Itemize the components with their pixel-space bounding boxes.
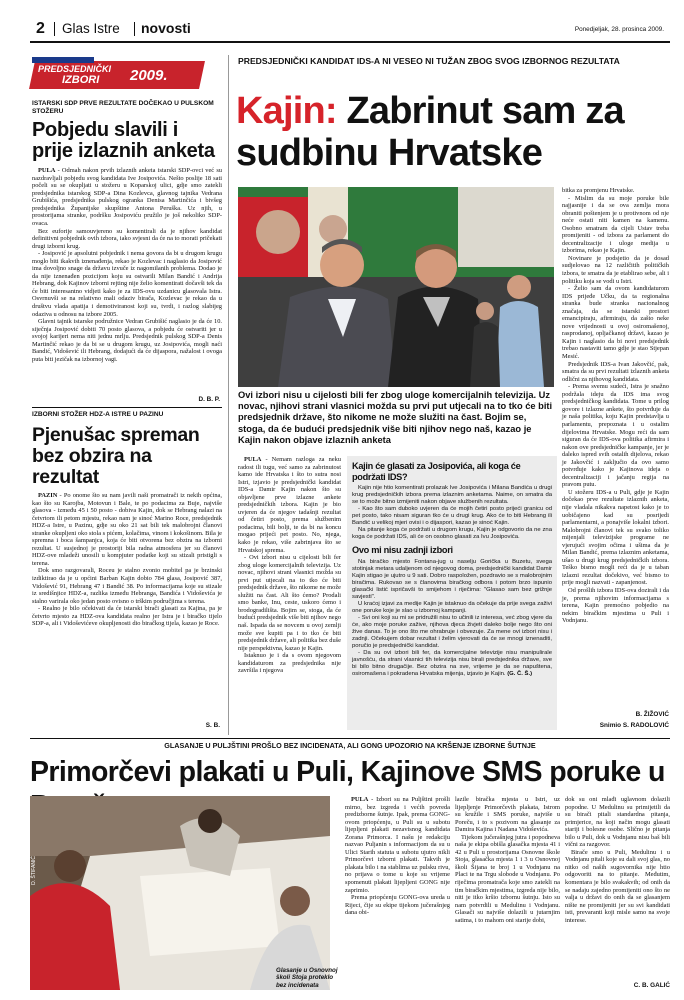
paragraph: - Nemam razloga za neku radost ili tugu, već samo za zabrinutost kamo ide Hrvatska i što to sutra nosi Istri, izjavio je predsjednički kandidat IDS-a Damir Kajin nakon što su objavljene prve izlazne ankete predsjedničkih izbora. Kajin je bio uvjeren da će njegov tadašnji rezultat od četiri posto, prema službenim podacima, bili bolji, te da bi na koncu mogao prijeći pet posto. No, njega, kako je rekao, više zabrinjava što se Hrvatskoj sprema. — [238, 456, 341, 554]
info-box — [347, 456, 557, 730]
paragraph: - Prema svemu sudeći, Istra je snažno podržala ideju da IDS ima svog predsjedničkog kandidata. Tome u prilog govore i izlazne ankete, što potvrđuje da je naša politika, koju Kajin predstavlja u parlamentu, prepoznata i u ostalim dijelovima Hrvatske. Mogu reći da sam siguran da će IDS-ova politika afirmira i nakon ove predsjedničke kampanje, jer je daleko ispred svih ostalih dijelova, rekao je Jakovčić i zaključio da ovo samo potvrđuje kako je Kajinova ideja o decentralizaciji i jačanju regija na pravom putu. — [562, 383, 669, 489]
paragraph: - Josipović je apsolutni pobjednik i nema govora da bi u drugom krugu moglo biti ikakvih iznenađenja, rekao je Kozlevac i naglasio da Josipović ima dovoljno snage da državu izvuče iz nagomilanih problema. Dodao je da nije iznenađen pozicijom koju su ostvarili Milan Bandić i Andrija Hebrang, dok Kajinov izborni rejting nije želio komentirati dočavši tek da će biti interesantno vidjeti kako je za IDS-ovu uzdanicu glasovala Istra. Osvrnuvši se na relativno mali odaziv birača, Kozlevac je rekao da u društvu vlada apatija i demotiviranost koji su, tvrdi, i razlog slabijeg odaziva u odnosu na izbore 2005. — [32, 250, 222, 318]
bottom-rule — [30, 738, 670, 739]
photo-credit: D. ŠTIFANIĆ — [31, 856, 37, 885]
paragraph: Na biračko mjesto Fontana-jug u naselju Gorička u Buzetu, svega stotinjak metara udaljenom od njegovog doma, predsjednički kandidat Damir Kajin stigao je ujutro u 9 sati. Dobro raspoložen, pozdravio se s malobrojnim biračima. Rukovao se s članovima biračkog odbora i potom brzo ispunio glasački listić ispričavši to smijehom i riječima: "Glasao sam bez grižnje savjesti". — [352, 558, 552, 600]
photo-kajin-illustration — [238, 187, 554, 387]
main-column-right — [562, 187, 669, 711]
bottom-column-1 — [345, 796, 450, 992]
paragraph: Predsjednik IDS-a Ivan Jakovčić, pak, smatra da su prvi rezultati izlaznih anketa odlični za njihovog kandidata. — [562, 360, 669, 383]
dateline: PAZIN — [38, 492, 58, 499]
author-sign: S. B. — [205, 722, 220, 729]
election-badge — [32, 57, 192, 93]
bottom-column-3 — [565, 796, 670, 982]
paragraph: - Da su ovi izbori bili fer, da komercijalne televizije nisu manipulirale javnošću, da strani vlasnici tih televizija nisu birali predsjednika države, sve bi bilo bitno drugačije. Bez obzira na sve, vrijeme je da se napuštena, osiromašena i pokradena Hrvatska mijenja, izjavio je Kajin. — [352, 649, 552, 677]
paragraph: Tijekom jučerašnjeg jutra i popodneva naša je ekipa obišla glasačka mjesta 41 i 42 u Puli u prostorijama Osnovne škole Stoja, glasačka mjesta 1 i 3 u Osnovnoj školi Šijana te broj 1 u Vodnjanu na Placi te na Trgu slobode u Vodnjanu. Po riječima promatrača koje smo zatekli na tim biračkim mjestima, izgreda nije bilo, niti je itko kršio izbornu šutnju. Isto su nam potvrdili u Medulinu i Vodnjanu. Glasači su najviše dolazili u jutarnjim satima, i to mahom oni starije dobi, — [455, 833, 560, 924]
article-body — [32, 492, 222, 628]
paragraph: Kajin nije htio komentirati prolazak Ive Josipovića i Milana Bandića u drugi krug predsjedničkih izbora prema izlaznim anketama. Naime, on smatra da se to može bitno izmijeniti nakon objave službenih rezultata. — [352, 485, 552, 505]
article-hdz — [32, 411, 222, 723]
author-sign: C. B. GALIĆ — [633, 982, 670, 989]
dateline: PULA — [38, 167, 56, 175]
header-rule — [30, 41, 670, 43]
box-question-1: Kajin će glasati za Josipovića, ali koga će podržati IDS? — [352, 461, 521, 482]
badge-flag-bar — [32, 57, 94, 63]
page-header — [30, 20, 670, 40]
main-title-black: Zabrinut sam za sudbinu Hrvatske — [236, 90, 624, 174]
dateline: PULA — [244, 456, 262, 463]
main-title-red: Kajin: — [236, 90, 337, 132]
article-title: Pobjedu slavili i prije izlaznih anketa — [32, 119, 215, 163]
publication-name: Glas Istre — [62, 21, 120, 36]
paragraph: - Realno je bilo očekivati da će istarski birači glasati za Kajina, pa je četvrto mjesto za HDZ-ova kandidata realno jer Istra je i biračko tijelo SDP-a, ali i Vidoševićeve okupljenosti dio biračkog tijela, kazao je Roce. — [32, 605, 222, 628]
paragraph: Dok smo razgovarali, Roceu je stalno zvonio mobitel pa je brzinski izdiktirao da je u općini Barban Kajin dobio 784 glasa, Josipović 387, Vidošević 91, Hebrang 47 i Bandić 38. Po informacijama koje su stizale iz središnjice HDZ-a, razlika između Hebranga, Bandića i Vidoševića je stalno varirala oko jedan posto ovisno o trškim područjima s terena. — [32, 567, 222, 605]
paragraph: - Mislim da su moje poruke bile najjasnije i da se ova zemlja mora obraniti poštenjem je u protivnom od nje neće ostati niti kamen na kamenu. Osobno smatram da cijeli Ustav treba promijeniti - od izbora za parlament do decentralizacije i uloge medija u izborima, rekao je Kajin. — [562, 194, 669, 255]
paragraph: Na pitanje koga će podržati u drugom krugu, Kajin je odgovorio da ne zna koga će podržati IDS, ali će on osobno glasati za Ivu Josipovića. — [352, 527, 552, 540]
paragraph: Prema priopćenju GONG-ova ureda u Rijeci, čije su ekipe tijekom jučerašnjeg dana obi- — [345, 894, 450, 917]
paragraph: bitka za promjenu Hrvatske. — [562, 187, 635, 194]
article-body — [32, 167, 222, 363]
paragraph: lazile biračka mjesta u Istri, uz lijepljenje Primorčevih plakata, Istrom su kružile i SMS poruke, najviše u Poreču, i to s pozivom na glasanje za Damira Kajina i Nadana Vidoševića. — [455, 796, 560, 834]
paragraph: - Po onome što su nam javili naši promatrači iz nekih općina, kao što su Karojba, Motovun i Bale, te po podacima za Buje, najviše glasova - između 45 i 50 posto - dobiva Kajin, dok se Hebrang nalazi na četvrtom ili petom mjestu, rekao nam je sinoć Marino Roce, predsjednik HDZ-a Istre, u Pazinu, gdje su oko 21 sat bili tek malobrojni članovi stranke okupljeni oko stola s pićem, kolačima, vinom i kokošinom. Bila je spremna i boca šampanjca, koja će biti otvorena bez obzira na izborni rezultat. U susjednoj je prostoriji bila radna atmosfera jer su članovi HDZ-ove mladeži unosili u kompjuter podatke koji su stizali pristigli s terena. — [32, 492, 222, 567]
paragraph: Od prošlih izbora IDS-ova dozirali i da je, prema njihovim informacijama s terena, Kajin premoćno pobjedio na nekim biračkim mjestima u Puli i Vodnjanu. — [562, 586, 669, 625]
divider — [32, 407, 222, 408]
issue-date: Ponedjeljak, 28. prosinca 2009. — [574, 26, 664, 33]
paragraph: - Svi oni koji su mi se pridružili nisu to učinili iz interesa, već zbog vjere da će, ako moje poruke zažive, njihova djeca živjeti daleko bolje nego što oni žive danas. To je ono što me ohrabruje i obvezuje. Za mene ovi izbori nisu i zadnji. Očekujem dobar rezultat i želim vjerovati da će se mnogi iznenaditi, poručio je predsjednički kandidat. — [352, 614, 552, 649]
dateline: PULA — [351, 796, 369, 803]
section-name: novosti — [141, 20, 191, 36]
main-kicker: PREDSJEDNIČKI KANDIDAT IDS-A NI VESEO NI TUŽAN ZBOG SVOG IZBORNOG REZULTATA — [238, 56, 620, 66]
article-kicker: ISTARSKI SDP PRVE REZULTATE DOČEKAO U PULSKOM STOŽERU — [32, 100, 214, 115]
photo-credit: Snimio S. RADOLOVIĆ — [599, 722, 669, 729]
photo-caption: Ovi izbori nisu u cijelosti bili fer zbog uloge komercijalnih televizija. Uz novac, njihovi strani vlasnici možda su prvi put utjecali na to tko će biti predsjednik države, što nikome ne može služiti na čast. Bojim se, stoga, da će budući predsjednik više biti njihov nego naš, kazao je Kajin nakon objave izlaznih anketa — [238, 390, 553, 445]
column-divider — [228, 55, 229, 735]
bottom-photo-caption: Glasanje u Osnovnoj školi Stoja proteklo bez incidenata — [276, 967, 338, 989]
paragraph: Glavni tajnik istarske podružnice Vedran Grubišić naglasio je da će 10. siječnja Josipović dobiti 70 posto glasova, a pobjedu će ostvariti jer u svojoj karijeri nema niti jednu mrlju. Predsjednik pulskog SDP-a Denis Martinčić rekao je da bi se u drugom krugu, uz Josipovića, mogli naći Bandić, Vidošević ili Hebrang, dodajući da će dijaspora, nažalost i ovoga puta biti jezičak na izbornoj vagi. — [32, 318, 222, 363]
paragraph: - Izbori su na Puljštini prošli mirno, bez izgreda i većih povreda predizborne šutnje. Ipak, prema GONG-ovom priopćenju, u Puli su u subotu lijepljeni plakati nezavisnog kandidata Zorana Primorca. I našu je redakciju nazvao Puljanin s informacijom da su u Ulici Starih statuta u subotu ujutro nikli Primorčevi izborni plakati. Takvih je plakata bilo i na stablima uz pulsku rivu, no prijava o tome u koje su vrijeme spomenuti plakati lijepljeni GONG nije zaprimio. — [345, 796, 450, 894]
paragraph: Novinare je podsjetio da je dosad sudjelovao na 12 različitih političkih izbora, te smatra da je etablirao sebe, ali i politiku koja se vodi u Istri. — [562, 254, 669, 285]
main-photo — [238, 187, 554, 387]
box-question-2: Ovo mi nisu zadnji izbori — [352, 545, 453, 555]
badge-line1: PREDSJEDNIČKI — [38, 64, 112, 74]
photo-voting-illustration — [30, 796, 330, 990]
article-title: Pjenušac spreman bez obzira na rezultat — [32, 424, 200, 488]
page-number: 2 — [36, 20, 45, 37]
paragraph: - Kao što sam duboko uvjeren da će mojih četiri posto prijeći granicu od pet posto, tako nisam siguran tko će u drugi krug. Ako će to biti Hebrang ili Bandić u velikoj mjeri ovisi i o dijaspori, kazao je sinoć Kajin. — [352, 506, 552, 526]
author-sign: B. ŽIŽOVIĆ — [635, 711, 669, 718]
header-divider-2 — [134, 22, 135, 36]
header-divider — [54, 22, 55, 36]
paragraph: Bez euforije samouvjereno su komentirali da je njihov kandidat definitivni pobjednik ovih izbora, iako svjesni da će na to morati pričekati drugi izborni krug. — [32, 227, 222, 250]
paragraph: U stožeru IDS-a u Puli, gdje je Kajin dočekao prve rezultate izlaznih anketa, nije vladala nikakva napetost kako je to uobičajeno kad su posrijedi parlamentarni, a ponajviše lokalni izbori. Malobrojni članovi tek su svako toliko mijenjali televizijske programe ne vjerujući svojim očima i ušima da je Milan Bandić, prema izlaznim anketama, ušao u drugi krug predsjedničkih izbora. Teško bismo mogli reći da je u taban izlazni rezultat dočekivo, već bismo to prije mogli nazvati - zapanjenost. — [562, 488, 669, 587]
main-title — [236, 90, 656, 180]
paragraph: dok su oni mlađi uglavnom dolazili popodne. U Medulinu su primijetili da su birači pitali standardna pitanja, primjerice, na koji način mogu glasati stariji i bolesne osobe. Slično je pitanja bilo u Puli, dok u Vodnjanu nisu baš bili vični za razgovor. — [565, 796, 670, 849]
article-kicker: IZBORNI STOŽER HDZ-A ISTRE U PAZINU — [32, 411, 164, 418]
paragraph: Birače smo u Puli, Medulinu i u Vodnjanu pitali koje su dali svoj glas, no nitko od naših sugovornika nije htio odgovoriti na to pitanje. Međutim, komentara je bilo svakakvih; od onih da se nadaju zajedno promijeniti ono što ne valja u državi do onih da se glasanjem nište ne promijeniti jer su svi kandidati isti, prevaranti koji misle samo na svoje interese. — [565, 848, 670, 924]
paragraph: - Ovi izbori nisu u cijelosti bili fer zbog uloge komercijalnih televizija. Uz novac, njihovi strani vlasnici možda su prvi put utjecali na to tko će biti predsjednik države, što nikome ne može služiti na čast. Ali što ćemo? Prodali smo banke, Inu, ceste, uskoro ćemo i brodogradilišta. Bojim se, stoga, da će budući predsjednik više biti njihov nego naš. Ispada da se novcem u ovoj zemlji može sve kupiti pa i to tko će biti predsjednik države, ali politika bez duše nije perspektivna, kazao je Kajin. — [238, 554, 341, 652]
bottom-photo — [30, 796, 330, 990]
bottom-column-2 — [455, 796, 560, 992]
box-sign: (G. Č. Š.) — [507, 670, 533, 677]
badge-line2: IZBORI — [62, 74, 100, 86]
paragraph: - Odmah nakon prvih izlaznih anketa istarski SDP-ovci već su nazdravljali pobjedu svog kandidata Ive Josipovića. Nešto poslije 18 sati počeli su se okupljati u stožeru u Koparskoj ulici, gdje smo zatekli predsjednika istarskog SDP-a Dina Kozlevca, glavnog tajnika Vedrana Grubišića, predsjednika pulskog ogranka Denisa Martinčića i bivšeg predsjednika Županijske skupštine Antona Peruška. Uz njih, u prostorijama stranke, podršku Josipoviću pružilo je još nekoliko SDP-ovaca. — [32, 167, 222, 228]
box-body-2 — [352, 559, 552, 678]
article-sdp — [32, 100, 222, 400]
badge-year: 2009. — [130, 67, 168, 84]
box-body-1 — [352, 485, 552, 541]
bottom-kicker: GLASANJE U PULJŠTINI PROŠLO BEZ INCIDENATA, ALI GONG UPOZORIO NA KRŠENJE IZBORNE ŠUTNJE — [164, 741, 536, 750]
paragraph: Istaknuo je i da s ovom njegovom kandidaturom za predsjednika nije završila i njegova — [238, 652, 341, 675]
main-column-1 — [238, 456, 341, 724]
bottom-title: Primorčevi plakati u Puli, Kajinove SMS poruke u — [30, 756, 665, 788]
author-sign: D. B. P. — [198, 396, 220, 403]
paragraph: - Želio sam da ovom kandidaturom IDS prijeđe Učku, da ta regionalna stranka bude stranka nacionalnog značaja, da se istarski prostori emancipiraju, afirmiraju, da zašto neke nove vrijednosti u ovoj osiromašenoj, rasprodanoj, opljačkanoj državi, kazao je Kajin i naglasio da bi novi predsjednik trebao nastaviti tamo gdje je stao Stjepan Mesić. — [562, 285, 669, 361]
paragraph: U kraćoj izjavi za medije Kajin je istaknuo da očekuje da prije svega zaživi one poruke koje je slao u izbornoj kampanji. — [352, 600, 552, 614]
